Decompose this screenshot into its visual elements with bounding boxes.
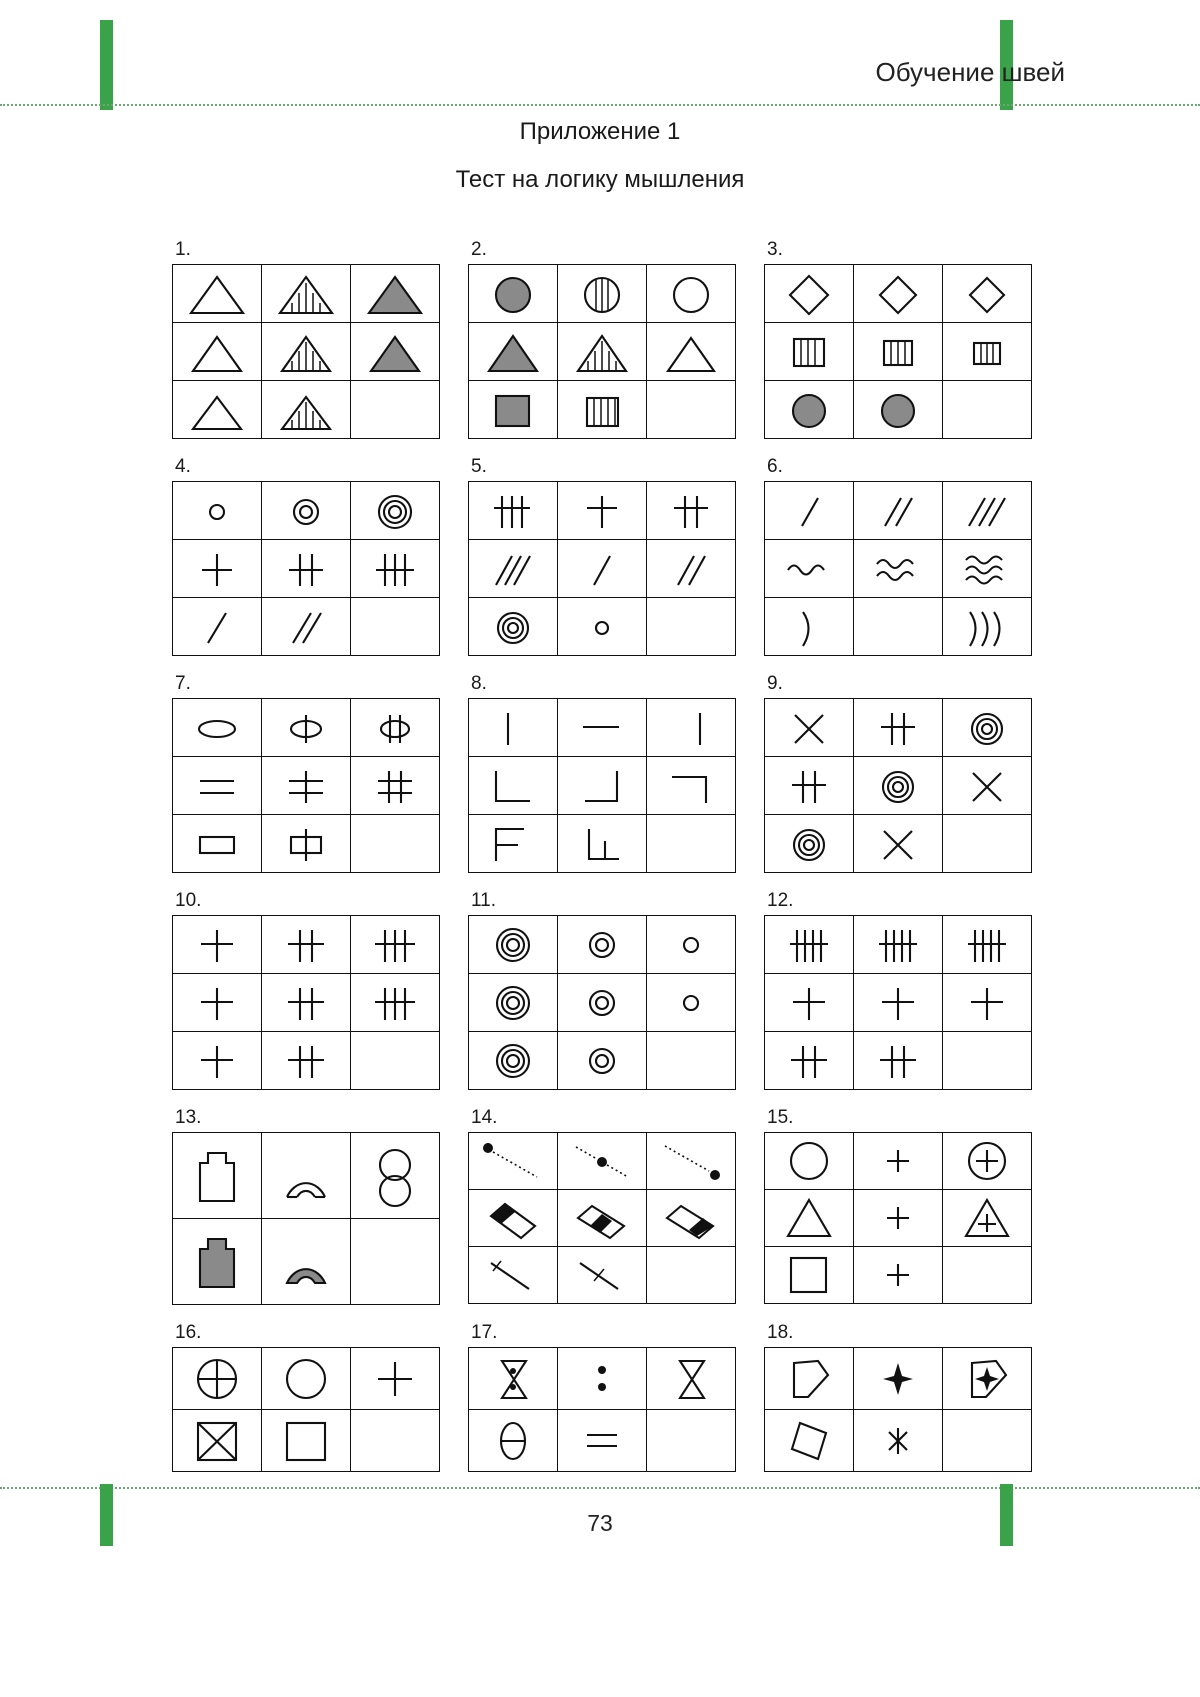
cell[interactable] xyxy=(173,974,262,1032)
cell[interactable] xyxy=(262,974,351,1032)
puzzle-3 xyxy=(764,240,1032,439)
cell[interactable] xyxy=(262,1348,351,1410)
cell[interactable] xyxy=(854,540,943,598)
cell[interactable] xyxy=(469,1190,558,1247)
cell[interactable] xyxy=(854,757,943,815)
header-bar-left xyxy=(100,20,113,110)
cell[interactable] xyxy=(558,1247,647,1304)
cell[interactable] xyxy=(173,1032,262,1090)
puzzle-12 xyxy=(764,891,1032,1090)
cell-empty[interactable] xyxy=(647,1032,736,1090)
cell[interactable] xyxy=(943,1133,1032,1190)
cell[interactable] xyxy=(469,482,558,540)
cell[interactable] xyxy=(647,323,736,381)
cell[interactable] xyxy=(469,1032,558,1090)
cell[interactable] xyxy=(765,974,854,1032)
puzzle-index: 17. xyxy=(471,1322,498,1343)
puzzle-grid xyxy=(764,1347,1032,1472)
row-spacer xyxy=(172,1090,1032,1108)
puzzle-grid xyxy=(468,1132,736,1304)
table-row xyxy=(765,381,1032,439)
cell[interactable] xyxy=(469,265,558,323)
cell[interactable] xyxy=(173,815,262,873)
table-row xyxy=(469,1190,736,1247)
table-row xyxy=(173,815,440,873)
cell[interactable] xyxy=(173,540,262,598)
table-row xyxy=(173,598,440,656)
cell[interactable] xyxy=(943,757,1032,815)
table-row xyxy=(173,323,440,381)
cell[interactable] xyxy=(647,265,736,323)
table-row xyxy=(469,540,736,598)
puzzle-index: 13. xyxy=(175,1107,202,1128)
table-row xyxy=(765,757,1032,815)
puzzle-16 xyxy=(172,1323,440,1472)
table-row xyxy=(469,1032,736,1090)
puzzle-grid xyxy=(764,481,1032,656)
puzzle-5 xyxy=(468,457,736,656)
cell[interactable] xyxy=(765,1247,854,1304)
cell[interactable] xyxy=(351,540,440,598)
cell[interactable] xyxy=(943,323,1032,381)
puzzle-grid xyxy=(468,915,736,1090)
puzzle-index: 11. xyxy=(471,890,497,911)
table-row xyxy=(765,323,1032,381)
cell[interactable] xyxy=(647,699,736,757)
table-row xyxy=(469,916,736,974)
table-row xyxy=(765,815,1032,873)
puzzle-9 xyxy=(764,674,1032,873)
cell[interactable] xyxy=(558,916,647,974)
table-row xyxy=(173,1410,440,1472)
puzzle-11 xyxy=(468,891,736,1090)
cell-empty[interactable] xyxy=(647,815,736,873)
cell[interactable] xyxy=(765,323,854,381)
cell[interactable] xyxy=(558,1190,647,1247)
puzzle-6 xyxy=(764,457,1032,656)
cell[interactable] xyxy=(765,916,854,974)
cell[interactable] xyxy=(469,1133,558,1190)
table-row xyxy=(469,974,736,1032)
table-row xyxy=(765,265,1032,323)
table-row xyxy=(469,1133,736,1190)
table-row xyxy=(173,916,440,974)
table-row xyxy=(469,1410,736,1472)
header-rule xyxy=(0,104,1200,106)
cell[interactable] xyxy=(173,598,262,656)
cell[interactable] xyxy=(173,381,262,439)
cell[interactable] xyxy=(854,815,943,873)
table-row xyxy=(765,974,1032,1032)
cell[interactable] xyxy=(943,482,1032,540)
puzzle-index: 16. xyxy=(175,1322,202,1343)
cell[interactable] xyxy=(765,699,854,757)
cell[interactable] xyxy=(469,598,558,656)
cell[interactable] xyxy=(765,1410,854,1472)
cell[interactable] xyxy=(351,1348,440,1410)
cell[interactable] xyxy=(765,1348,854,1410)
table-row xyxy=(173,1219,440,1305)
cell[interactable] xyxy=(173,699,262,757)
table-row xyxy=(765,916,1032,974)
table-row xyxy=(469,815,736,873)
cell[interactable] xyxy=(173,323,262,381)
puzzle-index: 15. xyxy=(767,1107,794,1128)
cell[interactable] xyxy=(351,974,440,1032)
cell[interactable] xyxy=(943,265,1032,323)
cell[interactable] xyxy=(765,1032,854,1090)
table-row xyxy=(173,1133,440,1219)
cell[interactable] xyxy=(351,1133,440,1219)
table-row xyxy=(173,265,440,323)
cell[interactable] xyxy=(173,1133,262,1219)
cell[interactable] xyxy=(558,699,647,757)
cell[interactable] xyxy=(558,381,647,439)
table-row xyxy=(765,1133,1032,1190)
puzzle-13 xyxy=(172,1108,440,1305)
cell[interactable] xyxy=(647,916,736,974)
cell[interactable] xyxy=(647,1348,736,1410)
cell[interactable] xyxy=(558,757,647,815)
cell[interactable] xyxy=(469,540,558,598)
cell[interactable] xyxy=(854,1348,943,1410)
cell[interactable] xyxy=(173,1219,262,1305)
puzzle-index: 2. xyxy=(471,239,487,260)
cell[interactable] xyxy=(765,757,854,815)
puzzle-index: 12. xyxy=(767,890,794,911)
cell[interactable] xyxy=(558,1410,647,1472)
cell[interactable] xyxy=(854,1410,943,1472)
row-spacer xyxy=(172,1305,1032,1323)
table-row xyxy=(469,1247,736,1304)
appendix-title: Приложение 1 xyxy=(519,118,681,145)
puzzle-7 xyxy=(172,674,440,873)
puzzle-17 xyxy=(468,1323,736,1472)
cell-empty[interactable] xyxy=(647,1410,736,1472)
puzzle-15 xyxy=(764,1108,1032,1305)
puzzle-index: 6. xyxy=(767,456,783,477)
table-row xyxy=(765,540,1032,598)
puzzle-index: 1. xyxy=(175,239,191,260)
cell[interactable] xyxy=(469,974,558,1032)
cell[interactable] xyxy=(173,1348,262,1410)
cell[interactable] xyxy=(854,1247,943,1304)
cell[interactable] xyxy=(558,1133,647,1190)
cell[interactable] xyxy=(262,540,351,598)
cell-empty[interactable] xyxy=(351,598,440,656)
cell[interactable] xyxy=(765,1133,854,1190)
cell[interactable] xyxy=(765,540,854,598)
puzzle-18 xyxy=(764,1323,1032,1472)
table-row xyxy=(173,699,440,757)
cell[interactable] xyxy=(854,974,943,1032)
cell[interactable] xyxy=(262,1410,351,1472)
puzzle-index: 5. xyxy=(471,456,487,477)
cell[interactable] xyxy=(854,381,943,439)
cell[interactable] xyxy=(854,916,943,974)
cell[interactable] xyxy=(647,974,736,1032)
table-row xyxy=(765,598,1032,656)
puzzle-index: 9. xyxy=(767,673,783,694)
cell[interactable] xyxy=(558,974,647,1032)
cell[interactable] xyxy=(943,916,1032,974)
row-spacer xyxy=(172,656,1032,674)
cell[interactable] xyxy=(351,265,440,323)
puzzle-grid xyxy=(468,698,736,873)
cell[interactable] xyxy=(765,815,854,873)
cell[interactable] xyxy=(469,916,558,974)
cell[interactable] xyxy=(469,381,558,439)
cell[interactable] xyxy=(558,815,647,873)
cell[interactable] xyxy=(765,265,854,323)
puzzle-grid xyxy=(468,1347,736,1472)
puzzle-8 xyxy=(468,674,736,873)
cell[interactable] xyxy=(262,757,351,815)
table-row xyxy=(765,1032,1032,1090)
table-row xyxy=(469,381,736,439)
table-row xyxy=(469,265,736,323)
cell[interactable] xyxy=(854,1133,943,1190)
cell-empty[interactable] xyxy=(943,815,1032,873)
cell[interactable] xyxy=(854,1190,943,1247)
table-row xyxy=(173,1032,440,1090)
table-row xyxy=(173,974,440,1032)
puzzle-grid xyxy=(172,915,440,1090)
puzzle-index: 14. xyxy=(471,1107,498,1128)
cell-empty[interactable] xyxy=(647,381,736,439)
puzzle-grid xyxy=(764,915,1032,1090)
puzzle-row xyxy=(172,891,1032,1090)
cell[interactable] xyxy=(647,540,736,598)
cell[interactable] xyxy=(558,482,647,540)
cell[interactable] xyxy=(351,482,440,540)
table-row xyxy=(173,757,440,815)
row-spacer xyxy=(172,873,1032,891)
cell[interactable] xyxy=(854,265,943,323)
cell[interactable] xyxy=(558,323,647,381)
cell[interactable] xyxy=(173,757,262,815)
cell[interactable] xyxy=(262,381,351,439)
puzzle-row xyxy=(172,1323,1032,1472)
table-row xyxy=(173,540,440,598)
cell-empty[interactable] xyxy=(351,815,440,873)
cell[interactable] xyxy=(262,598,351,656)
cell[interactable] xyxy=(262,815,351,873)
cell-empty[interactable] xyxy=(647,598,736,656)
cell[interactable] xyxy=(943,1190,1032,1247)
puzzle-row xyxy=(172,457,1032,656)
puzzle-grid xyxy=(468,481,736,656)
cell[interactable] xyxy=(351,323,440,381)
puzzle-index: 7. xyxy=(175,673,191,694)
cell[interactable] xyxy=(765,381,854,439)
row-spacer xyxy=(172,439,1032,457)
puzzle-10 xyxy=(172,891,440,1090)
cell[interactable] xyxy=(558,598,647,656)
cell-empty[interactable] xyxy=(351,381,440,439)
cell[interactable] xyxy=(854,323,943,381)
page-number: 73 xyxy=(587,1510,613,1536)
table-row xyxy=(173,381,440,439)
table-row xyxy=(765,1247,1032,1304)
cell[interactable] xyxy=(854,482,943,540)
table-row xyxy=(469,1348,736,1410)
cell[interactable] xyxy=(262,265,351,323)
puzzle-grid xyxy=(764,698,1032,873)
cell[interactable] xyxy=(469,757,558,815)
cell[interactable] xyxy=(262,482,351,540)
cell[interactable] xyxy=(765,482,854,540)
cell[interactable] xyxy=(173,482,262,540)
cell[interactable] xyxy=(351,699,440,757)
puzzle-index: 4. xyxy=(175,456,191,477)
cell[interactable] xyxy=(469,815,558,873)
cell[interactable] xyxy=(469,1247,558,1304)
cell-empty[interactable] xyxy=(854,598,943,656)
cell[interactable] xyxy=(262,1032,351,1090)
table-row xyxy=(469,757,736,815)
puzzle-14 xyxy=(468,1108,736,1305)
cell[interactable] xyxy=(469,1348,558,1410)
table-row xyxy=(469,699,736,757)
puzzle-index: 18. xyxy=(767,1322,794,1343)
puzzle-grid xyxy=(764,1132,1032,1304)
footer-rule xyxy=(0,1487,1200,1489)
puzzle-grid xyxy=(764,264,1032,439)
puzzle-4 xyxy=(172,457,440,656)
cell[interactable] xyxy=(558,1032,647,1090)
puzzle-index: 3. xyxy=(767,239,783,260)
cell[interactable] xyxy=(351,757,440,815)
puzzle-index: 8. xyxy=(471,673,487,694)
cell[interactable] xyxy=(173,916,262,974)
puzzle-grid xyxy=(468,264,736,439)
cell[interactable] xyxy=(558,1348,647,1410)
cell[interactable] xyxy=(469,699,558,757)
cell[interactable] xyxy=(262,916,351,974)
cell[interactable] xyxy=(469,323,558,381)
cell[interactable] xyxy=(262,323,351,381)
cell[interactable] xyxy=(262,699,351,757)
puzzle-grid xyxy=(172,1347,440,1472)
cell[interactable] xyxy=(943,540,1032,598)
cell-empty[interactable] xyxy=(943,1032,1032,1090)
cell[interactable] xyxy=(943,974,1032,1032)
cell[interactable] xyxy=(558,540,647,598)
cell-empty[interactable] xyxy=(943,1410,1032,1472)
table-row xyxy=(765,1190,1032,1247)
cell-empty[interactable] xyxy=(943,381,1032,439)
cell[interactable] xyxy=(943,699,1032,757)
puzzle-board xyxy=(172,240,1032,1472)
puzzle-row xyxy=(172,674,1032,873)
table-row xyxy=(469,323,736,381)
cell[interactable] xyxy=(173,1410,262,1472)
table-row xyxy=(765,482,1032,540)
cell[interactable] xyxy=(173,265,262,323)
puzzle-grid xyxy=(172,264,440,439)
table-row xyxy=(173,1348,440,1410)
cell[interactable] xyxy=(647,1190,736,1247)
cell[interactable] xyxy=(647,757,736,815)
header-title: Обучение швей xyxy=(875,57,1065,87)
cell[interactable] xyxy=(262,1133,351,1219)
cell[interactable] xyxy=(854,1032,943,1090)
puzzle-row xyxy=(172,1108,1032,1305)
cell-empty[interactable] xyxy=(351,1410,440,1472)
table-row xyxy=(765,1410,1032,1472)
table-row xyxy=(173,482,440,540)
cell[interactable] xyxy=(469,1410,558,1472)
table-row xyxy=(765,1348,1032,1410)
table-row xyxy=(765,699,1032,757)
cell[interactable] xyxy=(262,1219,351,1305)
puzzle-grid xyxy=(172,481,440,656)
cell[interactable] xyxy=(765,1190,854,1247)
table-row xyxy=(469,482,736,540)
cell-empty[interactable] xyxy=(647,1247,736,1304)
puzzle-1 xyxy=(172,240,440,439)
cell[interactable] xyxy=(943,1348,1032,1410)
cell[interactable] xyxy=(351,916,440,974)
cell-empty[interactable] xyxy=(943,1247,1032,1304)
cell-empty[interactable] xyxy=(351,1219,440,1305)
cell[interactable] xyxy=(647,482,736,540)
table-row xyxy=(469,598,736,656)
cell[interactable] xyxy=(854,699,943,757)
cell-empty[interactable] xyxy=(351,1032,440,1090)
cell[interactable] xyxy=(943,598,1032,656)
puzzle-2 xyxy=(468,240,736,439)
cell[interactable] xyxy=(765,598,854,656)
test-title: Тест на логику мышления xyxy=(455,166,745,193)
puzzle-grid xyxy=(172,698,440,873)
puzzle-row xyxy=(172,240,1032,439)
puzzle-index: 10. xyxy=(175,890,202,911)
cell[interactable] xyxy=(558,265,647,323)
puzzle-grid xyxy=(172,1132,440,1305)
cell[interactable] xyxy=(647,1133,736,1190)
